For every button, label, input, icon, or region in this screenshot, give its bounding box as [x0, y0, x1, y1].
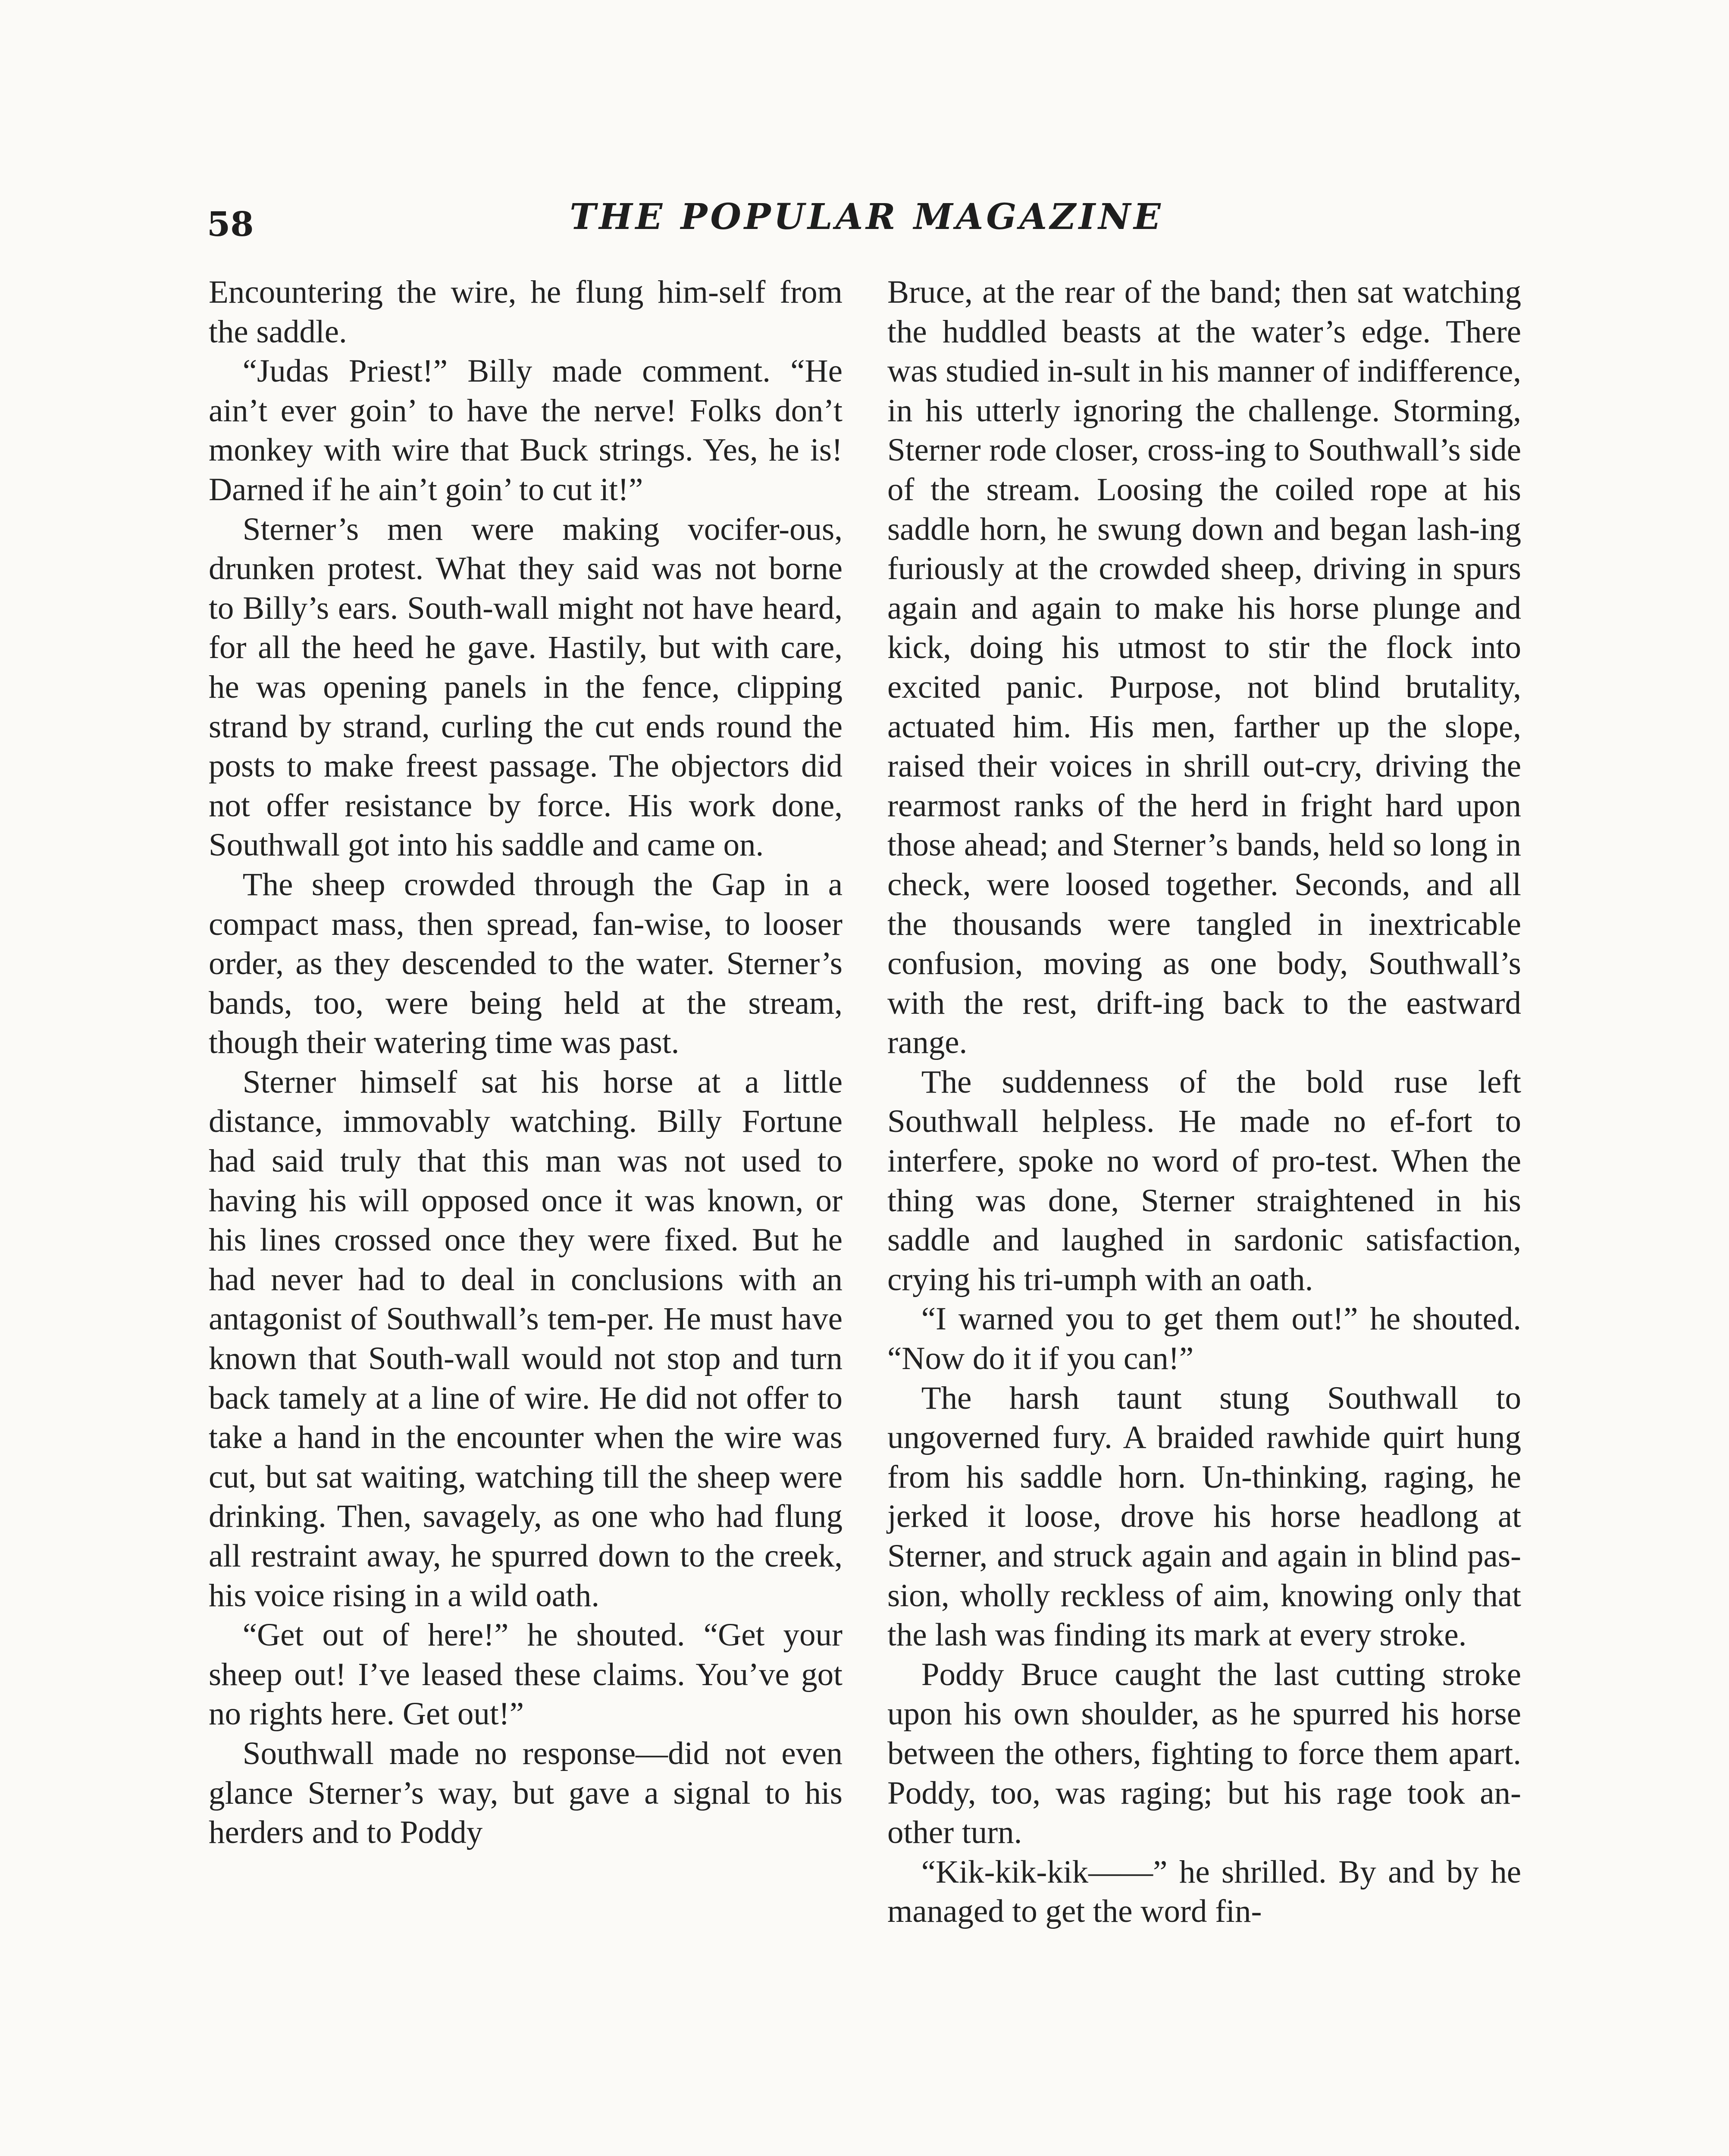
paragraph: Sterner himself sat his horse at a little distance, immovably watching. Billy Fortune had said truly that this man was not used to having his will opposed once it was known, or his lines crossed once they were fixed. But he had never had to deal in conclusions with an antagonist of Southwall’s tem-per. He must have known that South-wall would not stop and turn back tamely at a line of wire. He did not offer to take a hand in the encounter when the wire was cut, but sat waiting, watching till the sheep were drinking. Then, savagely, as one who had flung all restraint away, he spurred down to the creek, his voice rising in a wild oath. [209, 1064, 843, 1614]
paragraph: “Get out of here!” he shouted. “Get your sheep out! I’ve leased these claims. You’ve got no rights here. Get out!” [209, 1617, 843, 1732]
right-column [887, 273, 1521, 1931]
paragraph: “Judas Priest!” Billy made comment. “He ain’t ever goin’ to have the nerve! Folks don’t monkey with wire that Buck strings. Yes, he is! Darned if he ain’t goin’ to cut it!” [209, 353, 843, 508]
paragraph: Southwall made no response—did not even glance Sterner’s way, but gave a signal to his herders and to Poddy [209, 1735, 843, 1851]
paragraph: “I warned you to get them out!” he shouted. “Now do it if you can!” [887, 1301, 1521, 1377]
paragraph: Poddy Bruce caught the last cutting stroke upon his own shoulder, as he spurred his horse between the others, fighting to force them apart. Poddy, too, was raging; but his rage took an-other turn. [887, 1656, 1521, 1851]
page-number: 58 [207, 205, 254, 244]
paragraph: Encountering the wire, he flung him-self from the saddle. [209, 274, 843, 350]
paragraph: Bruce, at the rear of the band; then sat watching the huddled beasts at the water’s edge. There was studied in-sult in his manner of indifference, in his utterly ignoring the challenge. Storming, Sterner rode closer, cross-ing to Southwall’s side of the stream. Loosing the coiled rope at his saddle horn, he swung down and began lash-ing furiously at the crowded sheep, driving in spurs again and again to make his horse plunge and kick, doing his utmost to stir the flock into excited panic. Purpose, not blind brutality, actuated him. His men, farther up the slope, raised their voices in shrill out-cry, driving the rearmost ranks of the herd in fright hard upon those ahead; and Sterner’s bands, held so long in check, were loosed together. Seconds, and all the thousands were tangled in inextricable confusion, moving as one body, Southwall’s with the rest, drift-ing back to the eastward range. [887, 274, 1521, 1061]
paragraph: “Kik-kik-kik——” he shrilled. By and by he managed to get the word fin- [887, 1854, 1521, 1930]
paragraph: The suddenness of the bold ruse left Southwall helpless. He made no ef-fort to interfere, spoke no word of pro-test. When the thing was done, Sterner straightened in his saddle and laughed in sardonic satisfaction, crying his tri-umph with an oath. [887, 1064, 1521, 1297]
paragraph: The sheep crowded through the Gap in a compact mass, then spread, fan-wise, to looser order, as they descended to the water. Sterner’s bands, too, were being held at the stream, though their watering time was past. [209, 866, 843, 1061]
running-head: THE POPULAR MAGAZINE [570, 196, 1164, 238]
left-column [209, 273, 843, 1852]
paragraph: The harsh taunt stung Southwall to ungoverned fury. A braided rawhide quirt hung from his saddle horn. Un-thinking, raging, he jerked it loose, drove his horse headlong at Sterner, and struck again and again in blind pas-sion, wholly reckless of aim, knowing only that the lash was finding its mark at every stroke. [887, 1380, 1521, 1653]
page-header [207, 196, 1526, 257]
paragraph: Sterner’s men were making vocifer-ous, drunken protest. What they said was not borne to Billy’s ears. South-wall might not have heard, for all the heed he gave. Hastily, but with care, he was opening panels in the fence, clipping strand by strand, curling the cut ends round the posts to make freest passage. The objectors did not offer resistance by force. His work done, Southwall got into his saddle and came on. [209, 511, 843, 863]
